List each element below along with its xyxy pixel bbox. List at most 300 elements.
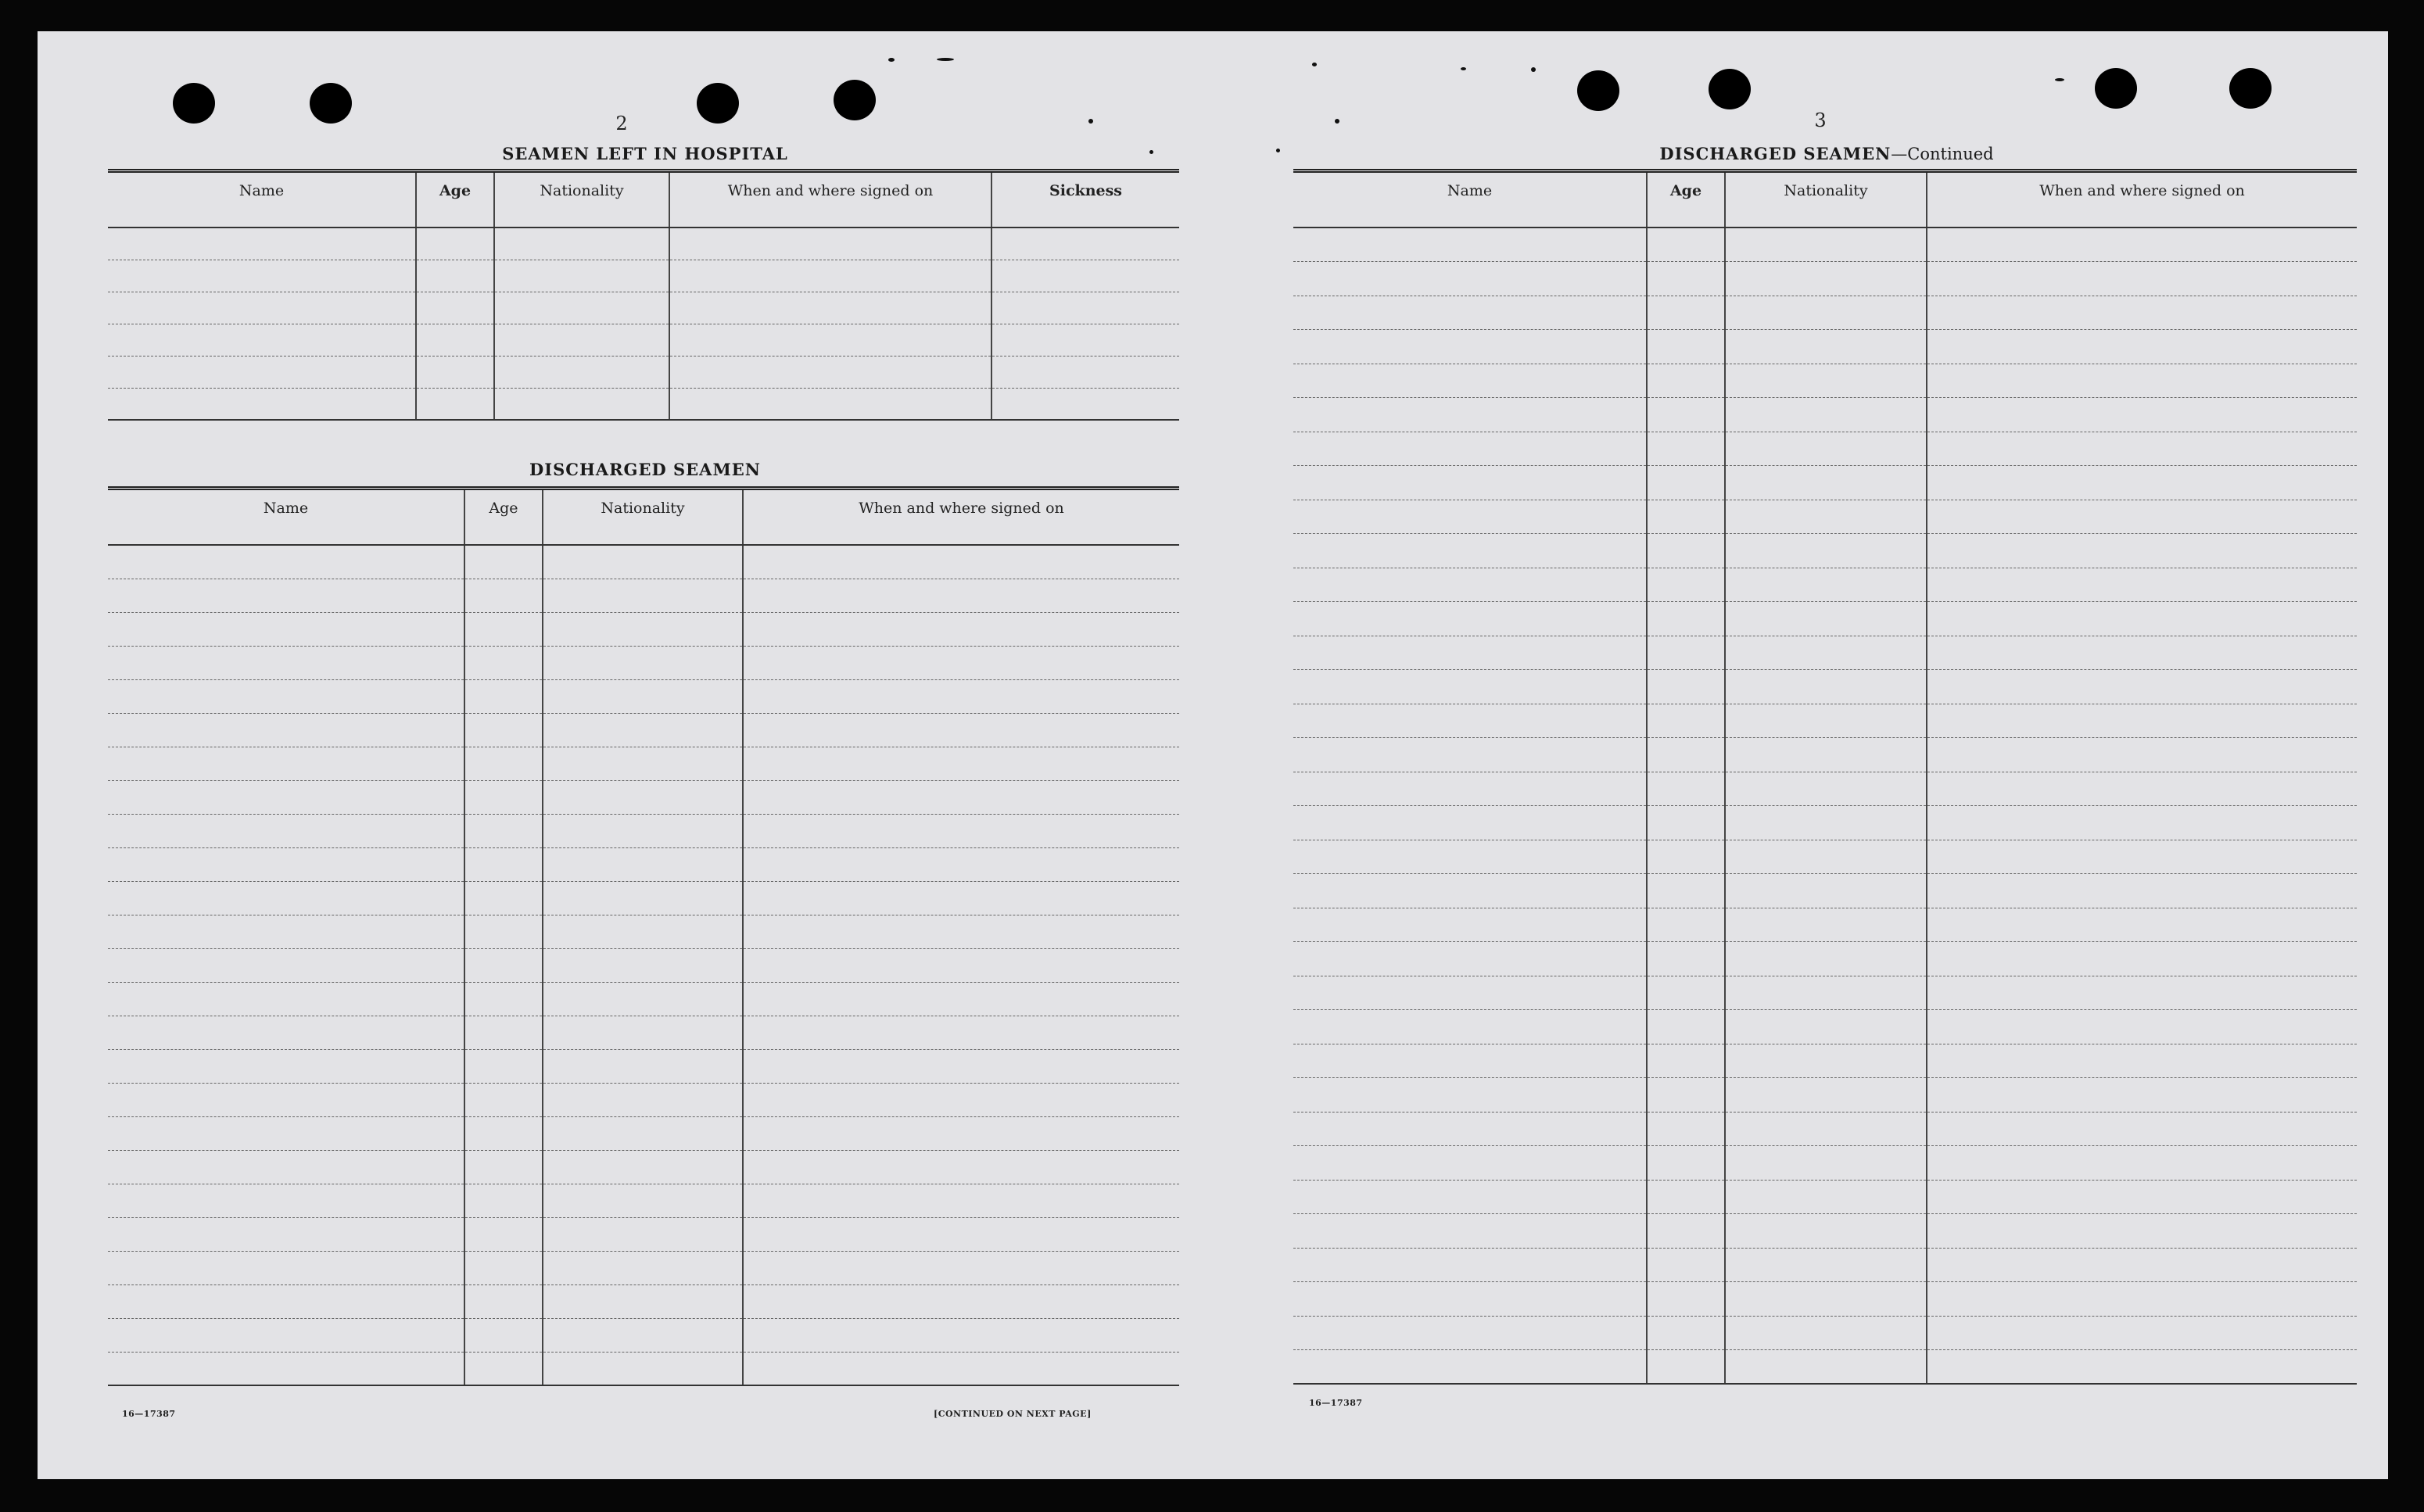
blank-cell [416, 324, 494, 356]
blank-cell [1927, 364, 2357, 398]
table-row [1293, 330, 2357, 364]
blank-cell [1725, 568, 1927, 602]
blank-cell [743, 1083, 1179, 1116]
blank-cell [1293, 1146, 1647, 1181]
blank-cell [1647, 670, 1725, 704]
table-row [108, 915, 1179, 948]
blank-cell [669, 388, 991, 420]
table-row [108, 881, 1179, 915]
blank-cell [108, 1284, 464, 1318]
blank-cell [1927, 772, 2357, 806]
blank-cell [743, 780, 1179, 814]
blank-cell [108, 1049, 464, 1083]
blank-cell [1725, 874, 1927, 908]
blank-cell [543, 847, 743, 881]
blank-cell [543, 1251, 743, 1284]
nationality-column-header: Nationality [1725, 171, 1927, 228]
blank-cell [494, 388, 669, 420]
blank-cell [1927, 1146, 2357, 1181]
blank-cell [108, 982, 464, 1016]
blank-cell [1647, 330, 1725, 364]
blank-cell [1725, 398, 1927, 432]
blank-cell [464, 915, 543, 948]
blank-cell [464, 881, 543, 915]
table-row [108, 646, 1179, 679]
blank-cell [1647, 738, 1725, 772]
blank-cell [1725, 602, 1927, 636]
blank-cell [743, 579, 1179, 612]
table-row [1293, 942, 2357, 976]
blank-cell [1647, 1180, 1725, 1214]
name-column-header: Name [108, 489, 464, 546]
hospital-section-title: SEAMEN LEFT IN HOSPITAL [502, 144, 788, 163]
blank-cell [543, 948, 743, 982]
blank-cell [1927, 704, 2357, 738]
nationality-column-header: Nationality [494, 171, 669, 228]
blank-cell [1647, 704, 1725, 738]
blank-cell [1927, 262, 2357, 296]
blank-cell [991, 228, 1179, 260]
blank-cell [464, 1016, 543, 1049]
blank-cell [108, 1116, 464, 1150]
table-row [1293, 1010, 2357, 1044]
blank-cell [1927, 1180, 2357, 1214]
blank-cell [743, 1184, 1179, 1217]
blank-cell [464, 982, 543, 1016]
blank-cell [1293, 296, 1647, 330]
table-row [108, 747, 1179, 780]
blank-cell [743, 1318, 1179, 1352]
table-row [1293, 398, 2357, 432]
blank-cell [108, 388, 416, 420]
blank-cell [1927, 1282, 2357, 1317]
blank-cell [543, 1217, 743, 1251]
table-row [108, 1049, 1179, 1083]
table-row [108, 1083, 1179, 1116]
nationality-column-header: Nationality [543, 489, 743, 546]
blank-cell [108, 228, 416, 260]
blank-cell [1647, 1112, 1725, 1146]
blank-cell [1927, 840, 2357, 874]
blank-cell [464, 847, 543, 881]
blank-cell [108, 1318, 464, 1352]
blank-cell [464, 780, 543, 814]
blank-cell [1293, 976, 1647, 1010]
blank-cell [743, 847, 1179, 881]
blank-cell [669, 260, 991, 292]
table-row [108, 814, 1179, 847]
blank-cell [108, 579, 464, 612]
table-row [1293, 874, 2357, 908]
blank-cell [1725, 704, 1927, 738]
blank-cell [1647, 1248, 1725, 1282]
blank-cell [1293, 806, 1647, 840]
blank-cell [669, 324, 991, 356]
blank-cell [743, 881, 1179, 915]
table-row [1293, 1214, 2357, 1249]
blank-cell [1293, 364, 1647, 398]
blank-cell [108, 747, 464, 780]
blank-cell [1293, 1180, 1647, 1214]
blank-cell [1647, 874, 1725, 908]
blank-cell [543, 1150, 743, 1184]
table-row [1293, 1350, 2357, 1385]
blank-cell [669, 228, 991, 260]
blank-cell [1927, 1214, 2357, 1249]
blank-cell [1293, 738, 1647, 772]
blank-cell [464, 646, 543, 679]
table-row [1293, 772, 2357, 806]
table-row [1293, 1078, 2357, 1113]
blank-cell [1647, 772, 1725, 806]
blank-cell [1647, 806, 1725, 840]
blank-cell [543, 1083, 743, 1116]
blank-cell [1725, 1350, 1927, 1385]
blank-cell [1293, 840, 1647, 874]
blank-cell [108, 1352, 464, 1385]
blank-cell [1927, 976, 2357, 1010]
name-column-header: Name [108, 171, 416, 228]
blank-cell [1927, 738, 2357, 772]
blank-cell [1647, 1282, 1725, 1317]
table-row [108, 1284, 1179, 1318]
blank-cell [108, 1251, 464, 1284]
blank-cell [1293, 670, 1647, 704]
blank-cell [1725, 432, 1927, 466]
blank-cell [1293, 1010, 1647, 1044]
table-row [108, 1016, 1179, 1049]
table-row [1293, 432, 2357, 466]
blank-cell [464, 1251, 543, 1284]
blank-cell [464, 747, 543, 780]
blank-cell [743, 747, 1179, 780]
blank-cell [1647, 262, 1725, 296]
blank-cell [108, 1184, 464, 1217]
blank-cell [1647, 942, 1725, 976]
blank-cell [1293, 466, 1647, 500]
blank-cell [464, 612, 543, 646]
blank-cell [1647, 908, 1725, 942]
blank-cell [494, 228, 669, 260]
blank-cell [1293, 1316, 1647, 1350]
blank-cell [1725, 806, 1927, 840]
blank-cell [1927, 1112, 2357, 1146]
blank-cell [543, 1116, 743, 1150]
blank-cell [743, 612, 1179, 646]
blank-cell [1647, 636, 1725, 670]
table-row [1293, 636, 2357, 670]
blank-cell [1647, 1010, 1725, 1044]
blank-cell [543, 1352, 743, 1385]
blank-cell [1725, 738, 1927, 772]
blank-cell [991, 260, 1179, 292]
discharged-table-header [108, 489, 1179, 546]
table-row [1293, 738, 2357, 772]
blank-cell [1293, 398, 1647, 432]
blank-cell [108, 814, 464, 847]
blank-cell [1927, 1248, 2357, 1282]
blank-cell [991, 324, 1179, 356]
blank-cell [1725, 908, 1927, 942]
blank-cell [108, 1217, 464, 1251]
blank-cell [1927, 568, 2357, 602]
blank-cell [108, 356, 416, 388]
age-column-header: Age [1647, 171, 1725, 228]
blank-cell [1725, 1282, 1927, 1317]
blank-cell [1927, 228, 2357, 262]
blank-cell [1725, 262, 1927, 296]
blank-cell [494, 292, 669, 324]
page-number: 2 [615, 113, 628, 134]
blank-cell [1725, 296, 1927, 330]
table-row [108, 948, 1179, 982]
blank-cell [1927, 1316, 2357, 1350]
signed-on-column-header: When and where signed on [743, 489, 1179, 546]
blank-cell [1293, 1282, 1647, 1317]
page-number: 3 [1814, 109, 1827, 131]
table-row [1293, 704, 2357, 738]
table-row [1293, 670, 2357, 704]
blank-cell [1927, 636, 2357, 670]
blank-cell [1647, 602, 1725, 636]
blank-cell [543, 814, 743, 847]
signed-on-column-header: When and where signed on [669, 171, 991, 228]
table-row [1293, 534, 2357, 568]
blank-cell [1927, 330, 2357, 364]
title-suffix: —Continued [1891, 145, 1994, 163]
table-row [108, 356, 1179, 388]
blank-cell [108, 292, 416, 324]
blank-cell [1647, 1078, 1725, 1113]
discharged-continued-title [1295, 144, 2358, 163]
table-row [1293, 1112, 2357, 1146]
blank-cell [1927, 874, 2357, 908]
table-row [108, 847, 1179, 881]
blank-cell [416, 356, 494, 388]
blank-cell [1725, 1078, 1927, 1113]
blank-cell [1725, 330, 1927, 364]
blank-cell [1647, 1316, 1725, 1350]
blank-cell [1647, 500, 1725, 534]
table-row [108, 228, 1179, 260]
blank-cell [494, 356, 669, 388]
sickness-column-header: Sickness [991, 171, 1179, 228]
blank-cell [1647, 296, 1725, 330]
table-row [108, 545, 1179, 579]
blank-cell [1927, 500, 2357, 534]
blank-cell [543, 612, 743, 646]
blank-cell [1725, 1316, 1927, 1350]
blank-cell [108, 1016, 464, 1049]
blank-cell [1725, 976, 1927, 1010]
age-column-header: Age [464, 489, 543, 546]
blank-cell [108, 881, 464, 915]
blank-cell [1725, 1248, 1927, 1282]
table-row [1293, 806, 2357, 840]
blank-cell [1647, 466, 1725, 500]
name-column-header: Name [1293, 171, 1647, 228]
blank-cell [669, 292, 991, 324]
table-row [108, 388, 1179, 420]
blank-cell [1725, 1180, 1927, 1214]
blank-cell [494, 324, 669, 356]
blank-cell [1293, 772, 1647, 806]
blank-cell [108, 1083, 464, 1116]
blank-cell [1293, 262, 1647, 296]
table-row [108, 1217, 1179, 1251]
table-row [108, 713, 1179, 747]
table-row [1293, 1248, 2357, 1282]
blank-cell [416, 388, 494, 420]
continued-table-header [1293, 171, 2357, 228]
blank-cell [464, 1184, 543, 1217]
blank-cell [543, 881, 743, 915]
table-row [108, 1116, 1179, 1150]
table-row [108, 982, 1179, 1016]
table-row [108, 612, 1179, 646]
blank-cell [543, 545, 743, 579]
blank-cell [1725, 1010, 1927, 1044]
blank-cell [1647, 840, 1725, 874]
table-row [1293, 908, 2357, 942]
blank-cell [1293, 330, 1647, 364]
table-row [108, 260, 1179, 292]
blank-cell [1927, 534, 2357, 568]
blank-cell [108, 612, 464, 646]
blank-cell [1927, 1010, 2357, 1044]
blank-cell [543, 713, 743, 747]
blank-cell [1725, 534, 1927, 568]
table-row [1293, 500, 2357, 534]
blank-cell [1725, 1044, 1927, 1078]
blank-cell [1725, 364, 1927, 398]
hospital-table [108, 169, 1179, 421]
form-number: 16—17387 [1309, 1398, 1363, 1408]
blank-cell [743, 713, 1179, 747]
blank-cell [464, 545, 543, 579]
blank-cell [1647, 432, 1725, 466]
blank-cell [464, 1352, 543, 1385]
blank-cell [1647, 364, 1725, 398]
blank-cell [1725, 1214, 1927, 1249]
table-row [1293, 296, 2357, 330]
blank-cell [543, 780, 743, 814]
blank-cell [464, 679, 543, 713]
blank-cell [1725, 1112, 1927, 1146]
table-row [108, 1150, 1179, 1184]
blank-cell [743, 1251, 1179, 1284]
blank-cell [1725, 942, 1927, 976]
blank-cell [464, 1083, 543, 1116]
blank-cell [743, 646, 1179, 679]
blank-cell [743, 915, 1179, 948]
blank-cell [108, 713, 464, 747]
age-column-header: Age [416, 171, 494, 228]
discharged-section-title: DISCHARGED SEAMEN [529, 460, 761, 479]
blank-cell [1293, 228, 1647, 262]
blank-cell [1725, 228, 1927, 262]
blank-cell [1725, 670, 1927, 704]
blank-cell [543, 747, 743, 780]
blank-cell [991, 356, 1179, 388]
blank-cell [743, 982, 1179, 1016]
blank-cell [464, 1150, 543, 1184]
blank-cell [1927, 942, 2357, 976]
blank-cell [743, 1016, 1179, 1049]
signed-on-column-header: When and where signed on [1927, 171, 2357, 228]
table-row [108, 579, 1179, 612]
blank-cell [1293, 602, 1647, 636]
blank-cell [464, 1284, 543, 1318]
table-row [1293, 262, 2357, 296]
blank-cell [743, 1284, 1179, 1318]
blank-cell [1647, 228, 1725, 262]
table-row [1293, 364, 2357, 398]
table-row [108, 1318, 1179, 1352]
table-row [108, 292, 1179, 324]
table-row [1293, 1044, 2357, 1078]
table-row [1293, 976, 2357, 1010]
blank-cell [464, 948, 543, 982]
blank-cell [464, 1318, 543, 1352]
blank-cell [669, 356, 991, 388]
blank-cell [991, 388, 1179, 420]
blank-cell [1647, 976, 1725, 1010]
table-row [1293, 1316, 2357, 1350]
blank-cell [743, 1049, 1179, 1083]
blank-cell [1293, 432, 1647, 466]
blank-cell [543, 579, 743, 612]
document-paper [38, 31, 2388, 1479]
blank-cell [1293, 1078, 1647, 1113]
blank-cell [743, 814, 1179, 847]
blank-cell [1927, 670, 2357, 704]
table-row [108, 1251, 1179, 1284]
blank-cell [108, 545, 464, 579]
table-row [1293, 1146, 2357, 1181]
blank-cell [108, 847, 464, 881]
blank-cell [108, 948, 464, 982]
blank-cell [743, 948, 1179, 982]
blank-cell [416, 260, 494, 292]
title-main: DISCHARGED SEAMEN [1659, 144, 1892, 163]
blank-cell [1293, 1112, 1647, 1146]
table-row [1293, 840, 2357, 874]
blank-cell [1293, 500, 1647, 534]
blank-cell [464, 814, 543, 847]
blank-cell [743, 1352, 1179, 1385]
blank-cell [1647, 534, 1725, 568]
blank-cell [1725, 840, 1927, 874]
blank-cell [416, 292, 494, 324]
blank-cell [1293, 704, 1647, 738]
blank-cell [464, 713, 543, 747]
blank-cell [991, 292, 1179, 324]
blank-cell [543, 1318, 743, 1352]
blank-cell [1293, 636, 1647, 670]
blank-cell [543, 646, 743, 679]
blank-cell [1725, 772, 1927, 806]
blank-cell [1725, 500, 1927, 534]
form-number: 16—17387 [122, 1409, 176, 1419]
blank-cell [1293, 1214, 1647, 1249]
blank-cell [1293, 908, 1647, 942]
blank-cell [1293, 568, 1647, 602]
blank-cell [464, 1116, 543, 1150]
table-row [108, 679, 1179, 713]
blank-cell [1293, 874, 1647, 908]
blank-cell [1927, 1350, 2357, 1385]
